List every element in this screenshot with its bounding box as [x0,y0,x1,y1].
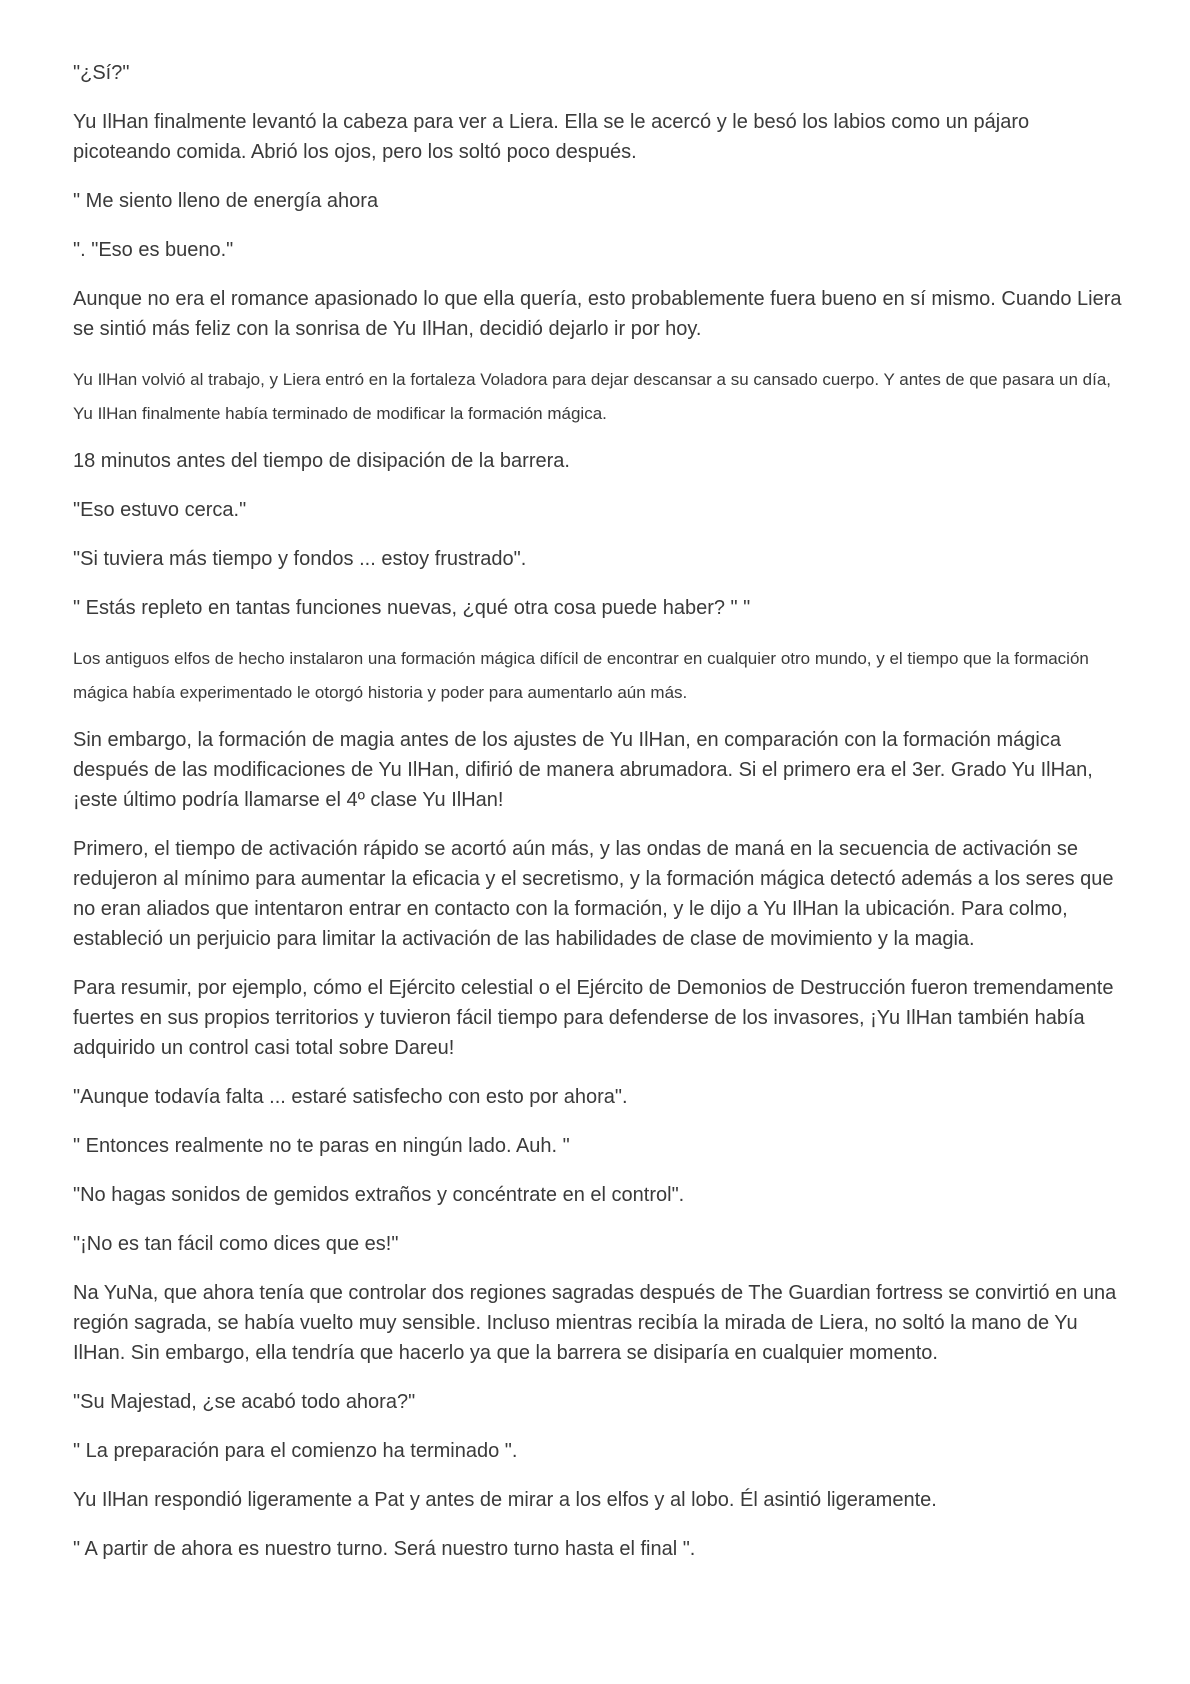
paragraph: Yu IlHan finalmente levantó la cabeza para ver a Liera. Ella se le acercó y le besó los labios como un pájaro picoteando comida. Abrió los ojos, pero los soltó poco después. [73,111,1030,163]
paragraph: Aunque no era el romance apasionado lo que ella quería, esto probablemente fuera bueno en sí mismo. Cuando Liera se sintió más feliz con la sonrisa de Yu IlHan, decidió dejarlo ir por hoy. [73,288,1122,340]
paragraph: Yu IlHan respondió ligeramente a Pat y antes de mirar a los elfos y al lobo. Él asintió ligeramente. [73,1489,937,1511]
paragraph: "Aunque todavía falta ... estaré satisfecho con esto por ahora". [73,1086,628,1108]
paragraph: " Entonces realmente no te paras en ningún lado. Auh. " [73,1135,570,1157]
paragraph: Yu IlHan volvió al trabajo, y Liera entró en la fortaleza Voladora para dejar descansar a su cansado cuerpo. Y antes de que pasara un día, Yu IlHan finalmente había terminado de modificar la formación mágica. [73,370,1111,423]
paragraph: "Eso estuvo cerca." [73,499,247,521]
paragraph: "Si tuviera más tiempo y fondos ... estoy frustrado". [73,548,527,570]
paragraph: "No hagas sonidos de gemidos extraños y concéntrate en el control". [73,1184,685,1206]
paragraph: "¡No es tan fácil como dices que es!" [73,1233,399,1255]
paragraph: Na YuNa, que ahora tenía que controlar dos regiones sagradas después de The Guardian fortress se convirtió en una región sagrada, se había vuelto muy sensible. Incluso mientras recibía la mirada de Liera, no soltó la mano de Yu IlHan. Sin embargo, ella tendría que hacerlo ya que la barrera se disiparía en cualquier momento. [73,1282,1117,1364]
paragraph: Sin embargo, la formación de magia antes de los ajustes de Yu IlHan, en comparación con la formación mágica después de las modificaciones de Yu IlHan, difirió de manera abrumadora. Si el primero era el 3er. Grado Yu IlHan, ¡este último podría llamarse el 4º clase Yu IlHan! [73,729,1093,811]
paragraph: Para resumir, por ejemplo, cómo el Ejército celestial o el Ejército de Demonios de Destrucción fueron tremendamente fuertes en sus propios territorios y tuvieron fácil tiempo para defenderse de los invasores, ¡Yu IlHan también había adquirido un control casi total sobre Dareu! [73,977,1114,1059]
paragraph: Los antiguos elfos de hecho instalaron una formación mágica difícil de encontrar en cualquier otro mundo, y el tiempo que la formación mágica había experimentado le otorgó historia y poder para aumentarlo aún más. [73,649,1089,702]
paragraph: ". "Eso es bueno." [73,239,234,261]
paragraph: " Me siento lleno de energía ahora [73,190,379,212]
paragraph: "¿Sí?" [73,62,130,84]
paragraph: "Su Majestad, ¿se acabó todo ahora?" [73,1391,416,1413]
paragraph: " La preparación para el comienzo ha terminado ". [73,1440,518,1462]
paragraph: 18 minutos antes del tiempo de disipación de la barrera. [73,450,570,472]
paragraph: Primero, el tiempo de activación rápido se acortó aún más, y las ondas de maná en la secuencia de activación se redujeron al mínimo para aumentar la eficacia y el secretismo, y la formación mágica detectó además a los seres que no eran aliados que intentaron entrar en contacto con la formación, y le dijo a Yu IlHan la ubicación. Para colmo, estableció un perjuicio para limitar la activación de las habilidades de clase de movimiento y la magia. [73,838,1114,950]
paragraph: " A partir de ahora es nuestro turno. Será nuestro turno hasta el final ". [73,1538,696,1560]
paragraph: " Estás repleto en tantas funciones nuevas, ¿qué otra cosa puede haber? " " [73,597,751,619]
document-page [73,58,1123,1583]
